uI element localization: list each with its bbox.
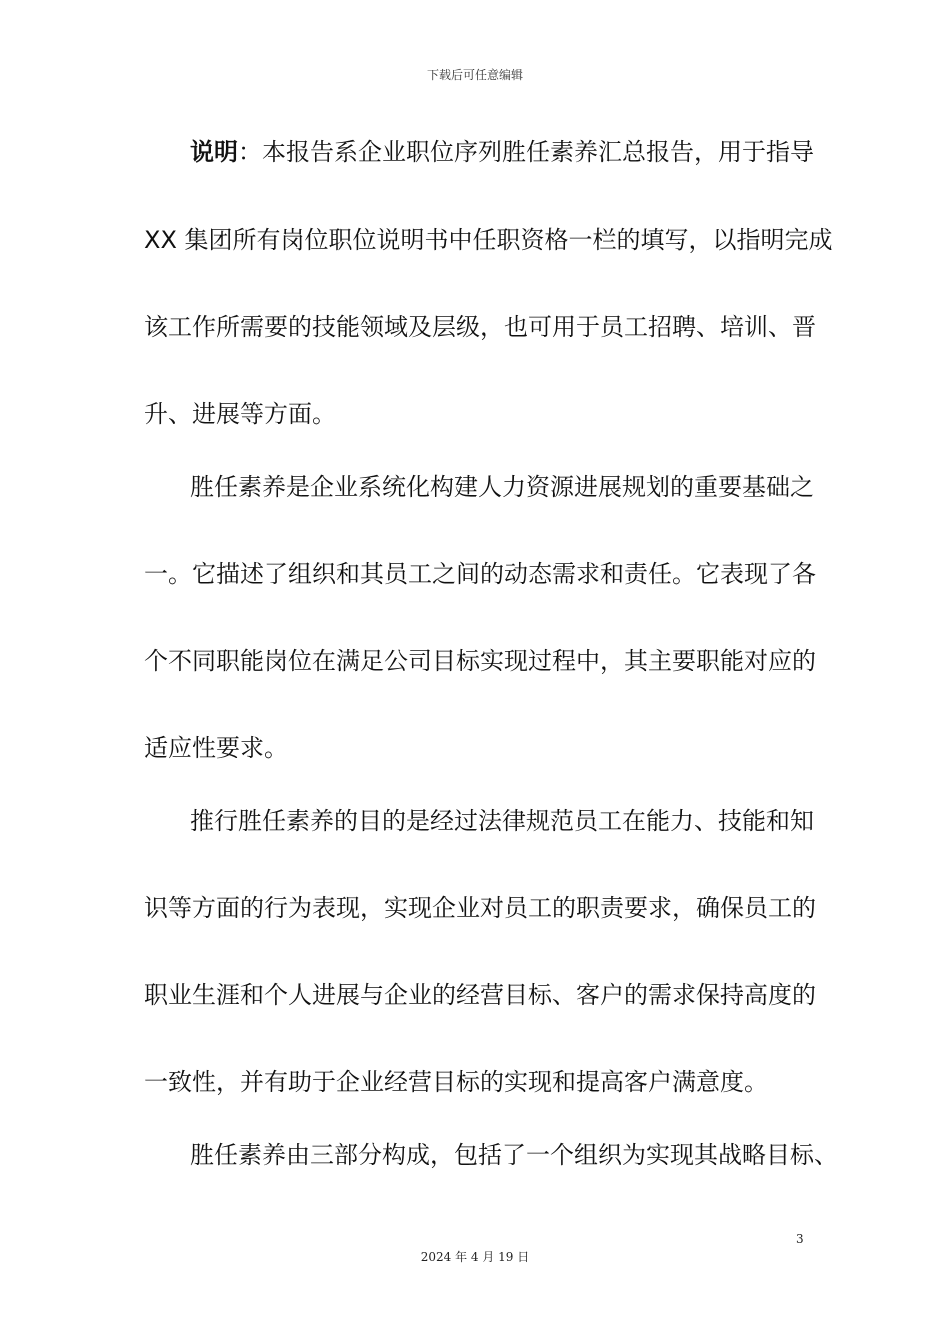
paragraph-1-line-1 (190, 136, 870, 168)
paragraph-2-line-3: 个不同职能岗位在满足公司目标实现过程中，其主要职能对应的 (144, 647, 816, 675)
paragraph-1-line-2: XX 集团所有岗位职位说明书中任职资格一栏的填写，以指明完成 (144, 226, 833, 254)
paragraph-3-line-1: 推行胜任素养的目的是经过法律规范员工在能力、技能和知 (190, 807, 814, 835)
paragraph-3-line-2: 识等方面的行为表现，实现企业对员工的职责要求，确保员工的 (144, 894, 816, 922)
paragraph-3-line-4: 一致性，并有助于企业经营目标的实现和提高客户满意度。 (144, 1068, 768, 1096)
paragraph-1-line-1-text: ：本报告系企业职位序列胜任素养汇总报告，用于指导 (238, 138, 814, 166)
paragraph-1-line-4: 升、进展等方面。 (144, 400, 336, 428)
paragraph-2-line-2: 一。它描述了组织和其员工之间的动态需求和责任。它表现了各 (144, 560, 816, 588)
footer-date: 2024 年 4 月 19 日 (420, 1250, 530, 1264)
explanation-label: 说明 (190, 138, 238, 166)
paragraph-2-line-4: 适应性要求。 (144, 734, 288, 762)
paragraph-4-line-1: 胜任素养由三部分构成，包括了一个组织为实现其战略目标、 (190, 1141, 838, 1169)
page-number: 3 (796, 1232, 804, 1246)
page-header: 下载后可任意编辑 (426, 68, 523, 82)
paragraph-2-line-1: 胜任素养是企业系统化构建人力资源进展规划的重要基础之 (190, 473, 814, 501)
paragraph-3-line-3: 职业生涯和个人进展与企业的经营目标、客户的需求保持高度的 (144, 981, 816, 1009)
paragraph-1-line-3: 该工作所需要的技能领域及层级，也可用于员工招聘、培训、晋 (144, 313, 816, 341)
